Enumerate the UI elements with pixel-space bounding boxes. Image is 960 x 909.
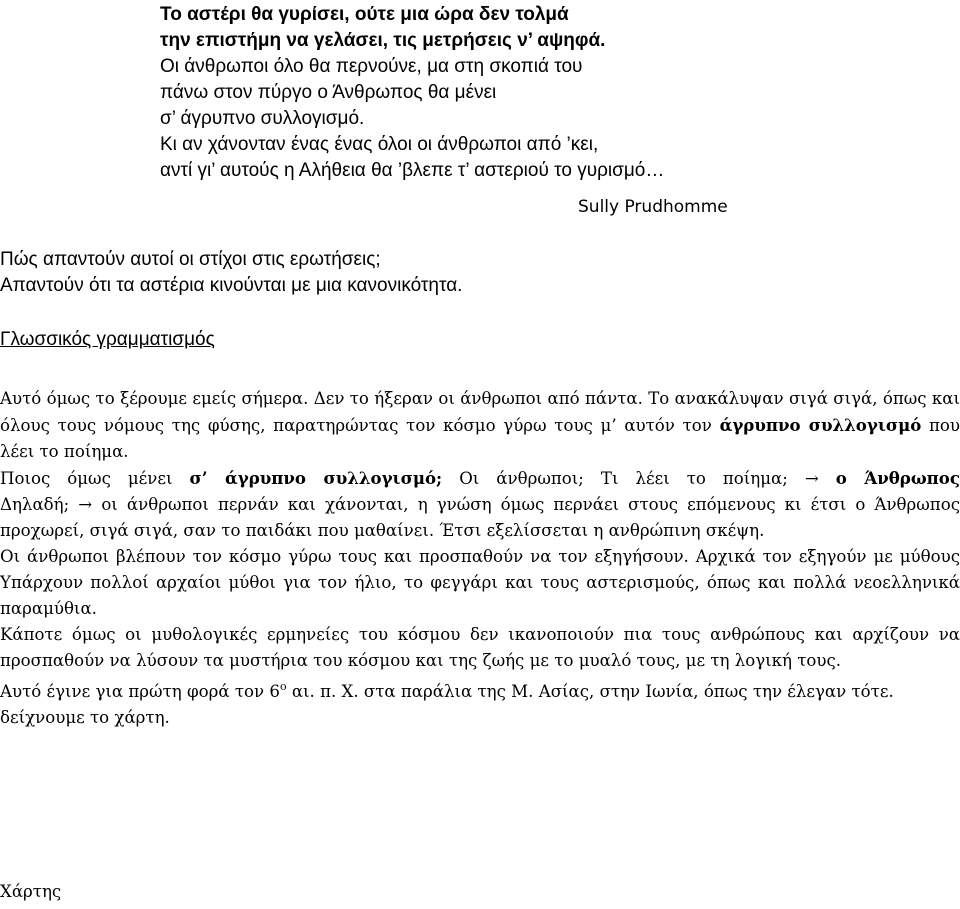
p1-text: Αυτό όμως το ξέρουμε εμείς σήμερα. Δεν το ήξεραν οι άνθρωποι από πάντα. Το ανακάλυψαν σιγά σιγά, όπως και όλους τους νόμους της φύσης, παρατηρώντας τον κόσμο γύρω τους μ’ αυτόν τον xyxy=(0,389,960,435)
body-text xyxy=(0,386,960,731)
question-text: Πώς απαντούν αυτοί οι στίχοι στις ερωτήσεις; xyxy=(0,249,381,270)
paragraph-4: Οι άνθρωποι βλέπουν τον κόσμο γύρω τους και προσπαθούν να τον εξηγήσουν. Αρχικά τον εξηγούν με μύθους Υπάρχουν πολλοί αρχαίοι μύθοι για τον ήλιο, το φεγγάρι και τους αστερισμούς, όπως και πολλά νεοελληνικά παραμύθια. xyxy=(0,547,960,618)
p6-start: Αυτό έγινε για πρώτη φορά τον 6 xyxy=(0,682,280,701)
paragraph-3: Δηλαδή; → οι άνθρωποι περνάν και χάνονται, η γνώση όμως περνάει στους επόμενους κι έτσι ο Άνθρωπος προχωρεί, σιγά σιγά, σαν το παιδάκι που μαθαίνει. Έτσι εξελίσσεται η ανθρώπινη σκέψη. xyxy=(0,495,960,540)
map-label: Χάρτης xyxy=(0,882,62,901)
question-answer xyxy=(0,247,700,299)
paragraph-2 xyxy=(0,465,960,492)
p2-start: Ποιος όμως μένει xyxy=(0,469,173,488)
paragraph-1 xyxy=(0,386,960,465)
p6-end: αι. π. Χ. στα παράλια της Μ. Ασίας, στην Ιωνία, όπως την έλεγαν τότε. xyxy=(286,682,894,701)
poem-line: πάνω στον πύργο ο Άνθρωπος θα μένει xyxy=(160,82,497,103)
p2-bold-1: σ’ άγρυπνο συλλογισμό; xyxy=(189,468,443,488)
paragraph-7: δείχνουμε το χάρτη. xyxy=(0,708,170,727)
poem-author: Sully Prudhomme xyxy=(578,197,728,217)
p2-mid: Οι άνθρωποι; Τι λέει το ποίημα; → xyxy=(459,469,819,488)
paragraph-6 xyxy=(0,674,960,705)
poem-block xyxy=(160,2,880,184)
section-heading: Γλωσσικός γραμματισμός xyxy=(0,329,215,350)
p6-superscript: ο xyxy=(279,680,287,693)
poem-line: Οι άνθρωποι όλο θα περνούνε, μα στη σκοπιά του xyxy=(160,56,583,77)
p1-end: που λέει το ποίημα. xyxy=(0,416,960,461)
poem-line: σ’ άγρυπνο συλλογισμό. xyxy=(160,108,365,129)
p1-bold: άγρυπνο συλλογισμό xyxy=(719,415,922,435)
poem-line: Το αστέρι θα γυρίσει, ούτε μια ώρα δεν τολμά xyxy=(160,4,569,25)
poem-line: την επιστήμη να γελάσει, τις μετρήσεις ν’ αψηφά. xyxy=(160,30,606,51)
answer-text: Απαντούν ότι τα αστέρια κινούνται με μια κανονικότητα. xyxy=(0,275,463,296)
poem-line: Κι αν χάνονταν ένας ένας όλοι οι άνθρωποι από ’κει, xyxy=(160,134,599,155)
paragraph-5: Κάποτε όμως οι μυθολογικές ερμηνείες του κόσμου δεν ικανοποιούν πια τους ανθρώπους και αρχίζουν να προσπαθούν να λύσουν τα μυστήρια του κόσμου και της ζωής με το μυαλό τους, με τη λογική τους. xyxy=(0,625,960,670)
poem-line: αντί γι’ αυτούς η Αλήθεια θα ’βλεπε τ’ αστεριού το γυρισμό… xyxy=(160,160,665,181)
p2-bold-2: ο Άνθρωπος xyxy=(835,468,960,488)
